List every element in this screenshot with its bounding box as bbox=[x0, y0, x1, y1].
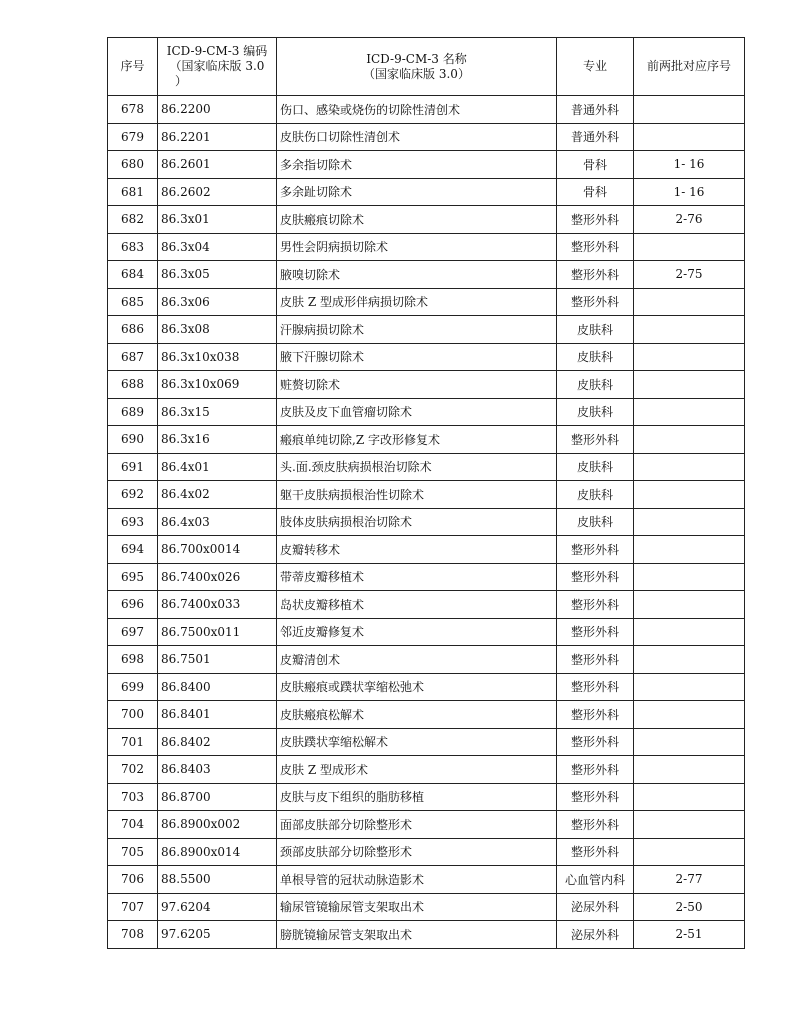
row-name: 汗腺病损切除术 bbox=[277, 316, 557, 344]
row-name: 邻近皮瓣修复术 bbox=[277, 618, 557, 646]
row-specialty: 泌尿外科 bbox=[557, 921, 634, 949]
row-seq: 702 bbox=[108, 756, 158, 784]
row-name: 皮肤瘢痕或蹼状挛缩松弛术 bbox=[277, 673, 557, 701]
row-name: 瘢痕单纯切除,Z 字改形修复术 bbox=[277, 426, 557, 454]
row-seq: 707 bbox=[108, 893, 158, 921]
row-name: 皮瓣清创术 bbox=[277, 646, 557, 674]
row-name: 带蒂皮瓣移植术 bbox=[277, 563, 557, 591]
row-seq: 681 bbox=[108, 178, 158, 206]
table-row bbox=[108, 178, 745, 206]
row-prev bbox=[634, 728, 745, 756]
row-code: 86.3x05 bbox=[158, 261, 277, 289]
row-seq: 691 bbox=[108, 453, 158, 481]
row-seq: 700 bbox=[108, 701, 158, 729]
table-row bbox=[108, 563, 745, 591]
row-name: 膀胱镜输尿管支架取出术 bbox=[277, 921, 557, 949]
table-row bbox=[108, 811, 745, 839]
row-code: 86.3x08 bbox=[158, 316, 277, 344]
table-row bbox=[108, 96, 745, 124]
row-prev bbox=[634, 481, 745, 509]
row-name: 腋下汗腺切除术 bbox=[277, 343, 557, 371]
row-specialty: 皮肤科 bbox=[557, 508, 634, 536]
row-name: 皮肤 Z 型成形术 bbox=[277, 756, 557, 784]
row-code: 86.2201 bbox=[158, 123, 277, 151]
row-specialty: 骨科 bbox=[557, 178, 634, 206]
row-prev bbox=[634, 233, 745, 261]
row-code: 86.3x10x069 bbox=[158, 371, 277, 399]
row-name: 输尿管镜输尿管支架取出术 bbox=[277, 893, 557, 921]
row-code: 86.3x15 bbox=[158, 398, 277, 426]
row-code: 86.8403 bbox=[158, 756, 277, 784]
row-prev bbox=[634, 96, 745, 124]
row-seq: 683 bbox=[108, 233, 158, 261]
header-code-line3: ） bbox=[175, 74, 188, 88]
table-header-row bbox=[108, 38, 745, 96]
row-prev: 2-50 bbox=[634, 893, 745, 921]
row-name: 单根导管的冠状动脉造影术 bbox=[277, 866, 557, 894]
row-seq: 708 bbox=[108, 921, 158, 949]
table-row bbox=[108, 618, 745, 646]
row-seq: 692 bbox=[108, 481, 158, 509]
row-prev bbox=[634, 123, 745, 151]
row-code: 86.8900x014 bbox=[158, 838, 277, 866]
row-code: 86.2601 bbox=[158, 151, 277, 179]
header-name bbox=[277, 38, 557, 96]
row-specialty: 整形外科 bbox=[557, 838, 634, 866]
row-name: 伤口、感染或烧伤的切除性清创术 bbox=[277, 96, 557, 124]
row-prev: 2-76 bbox=[634, 206, 745, 234]
row-name: 腋嗅切除术 bbox=[277, 261, 557, 289]
row-specialty: 整形外科 bbox=[557, 426, 634, 454]
row-code: 86.3x04 bbox=[158, 233, 277, 261]
row-name: 多余趾切除术 bbox=[277, 178, 557, 206]
table-row bbox=[108, 783, 745, 811]
row-specialty: 整形外科 bbox=[557, 728, 634, 756]
row-specialty: 皮肤科 bbox=[557, 371, 634, 399]
row-name: 皮肤与皮下组织的脂肪移植 bbox=[277, 783, 557, 811]
table-row bbox=[108, 343, 745, 371]
row-specialty: 整形外科 bbox=[557, 673, 634, 701]
row-code: 86.8700 bbox=[158, 783, 277, 811]
row-name: 多余指切除术 bbox=[277, 151, 557, 179]
row-seq: 682 bbox=[108, 206, 158, 234]
row-prev bbox=[634, 288, 745, 316]
row-seq: 695 bbox=[108, 563, 158, 591]
table-row bbox=[108, 866, 745, 894]
header-code-line1: ICD-9-CM-3 编码 bbox=[166, 44, 268, 58]
row-specialty: 整形外科 bbox=[557, 261, 634, 289]
table-row bbox=[108, 508, 745, 536]
table-row bbox=[108, 261, 745, 289]
header-seq: 序号 bbox=[108, 38, 158, 96]
row-name: 躯干皮肤病损根治性切除术 bbox=[277, 481, 557, 509]
row-prev: 2-75 bbox=[634, 261, 745, 289]
row-name: 皮肤伤口切除性清创术 bbox=[277, 123, 557, 151]
procedure-table bbox=[107, 37, 745, 949]
row-code: 97.6204 bbox=[158, 893, 277, 921]
row-seq: 701 bbox=[108, 728, 158, 756]
table-row bbox=[108, 838, 745, 866]
row-seq: 690 bbox=[108, 426, 158, 454]
row-seq: 698 bbox=[108, 646, 158, 674]
row-prev bbox=[634, 811, 745, 839]
table-row bbox=[108, 591, 745, 619]
table-row bbox=[108, 481, 745, 509]
row-seq: 689 bbox=[108, 398, 158, 426]
row-name: 颈部皮肤部分切除整形术 bbox=[277, 838, 557, 866]
row-seq: 679 bbox=[108, 123, 158, 151]
table-row bbox=[108, 151, 745, 179]
table-row bbox=[108, 893, 745, 921]
row-code: 86.2200 bbox=[158, 96, 277, 124]
row-specialty: 整形外科 bbox=[557, 536, 634, 564]
row-code: 86.4x01 bbox=[158, 453, 277, 481]
row-code: 86.3x06 bbox=[158, 288, 277, 316]
row-prev bbox=[634, 673, 745, 701]
header-code-line2: （国家临床版 3.0 bbox=[169, 59, 265, 73]
row-seq: 685 bbox=[108, 288, 158, 316]
row-seq: 697 bbox=[108, 618, 158, 646]
table-row bbox=[108, 288, 745, 316]
row-specialty: 整形外科 bbox=[557, 591, 634, 619]
table-row bbox=[108, 123, 745, 151]
row-seq: 687 bbox=[108, 343, 158, 371]
row-prev bbox=[634, 646, 745, 674]
table-row bbox=[108, 701, 745, 729]
row-seq: 706 bbox=[108, 866, 158, 894]
row-name: 面部皮肤部分切除整形术 bbox=[277, 811, 557, 839]
row-specialty: 整形外科 bbox=[557, 563, 634, 591]
row-prev bbox=[634, 838, 745, 866]
row-seq: 686 bbox=[108, 316, 158, 344]
row-seq: 705 bbox=[108, 838, 158, 866]
row-name: 皮肤及皮下血管瘤切除术 bbox=[277, 398, 557, 426]
row-specialty: 皮肤科 bbox=[557, 343, 634, 371]
row-code: 86.3x10x038 bbox=[158, 343, 277, 371]
table-row bbox=[108, 756, 745, 784]
row-specialty: 皮肤科 bbox=[557, 453, 634, 481]
row-prev: 1- 16 bbox=[634, 178, 745, 206]
row-code: 86.7500x011 bbox=[158, 618, 277, 646]
table-row bbox=[108, 921, 745, 949]
row-seq: 688 bbox=[108, 371, 158, 399]
table-row bbox=[108, 453, 745, 481]
row-specialty: 整形外科 bbox=[557, 288, 634, 316]
row-prev: 2-51 bbox=[634, 921, 745, 949]
row-specialty: 皮肤科 bbox=[557, 316, 634, 344]
row-specialty: 泌尿外科 bbox=[557, 893, 634, 921]
table-row bbox=[108, 206, 745, 234]
row-specialty: 整形外科 bbox=[557, 233, 634, 261]
table-row bbox=[108, 426, 745, 454]
row-code: 86.7400x033 bbox=[158, 591, 277, 619]
row-seq: 684 bbox=[108, 261, 158, 289]
row-specialty: 皮肤科 bbox=[557, 481, 634, 509]
row-seq: 678 bbox=[108, 96, 158, 124]
row-code: 86.7400x026 bbox=[158, 563, 277, 591]
row-prev bbox=[634, 591, 745, 619]
row-prev bbox=[634, 756, 745, 784]
row-code: 86.4x02 bbox=[158, 481, 277, 509]
row-specialty: 整形外科 bbox=[557, 811, 634, 839]
row-prev bbox=[634, 701, 745, 729]
row-prev bbox=[634, 453, 745, 481]
row-specialty: 骨科 bbox=[557, 151, 634, 179]
row-name: 男性会阴病损切除术 bbox=[277, 233, 557, 261]
row-prev bbox=[634, 371, 745, 399]
row-code: 86.8402 bbox=[158, 728, 277, 756]
table-row bbox=[108, 316, 745, 344]
row-prev: 2-77 bbox=[634, 866, 745, 894]
row-code: 86.3x01 bbox=[158, 206, 277, 234]
row-code: 86.4x03 bbox=[158, 508, 277, 536]
row-specialty: 整形外科 bbox=[557, 206, 634, 234]
row-seq: 704 bbox=[108, 811, 158, 839]
row-name: 赃赘切除术 bbox=[277, 371, 557, 399]
row-prev bbox=[634, 783, 745, 811]
row-specialty: 心血管内科 bbox=[557, 866, 634, 894]
row-code: 97.6205 bbox=[158, 921, 277, 949]
row-specialty: 整形外科 bbox=[557, 618, 634, 646]
row-code: 86.8401 bbox=[158, 701, 277, 729]
row-seq: 693 bbox=[108, 508, 158, 536]
row-name: 皮肤瘢痕切除术 bbox=[277, 206, 557, 234]
row-code: 86.8400 bbox=[158, 673, 277, 701]
row-code: 88.5500 bbox=[158, 866, 277, 894]
row-code: 86.3x16 bbox=[158, 426, 277, 454]
row-specialty: 整形外科 bbox=[557, 701, 634, 729]
row-name: 皮肤蹼状挛缩松解术 bbox=[277, 728, 557, 756]
table-row bbox=[108, 728, 745, 756]
row-code: 86.700x0014 bbox=[158, 536, 277, 564]
row-prev bbox=[634, 398, 745, 426]
row-prev bbox=[634, 316, 745, 344]
row-prev: 1- 16 bbox=[634, 151, 745, 179]
table-row bbox=[108, 233, 745, 261]
row-seq: 680 bbox=[108, 151, 158, 179]
row-specialty: 整形外科 bbox=[557, 756, 634, 784]
row-code: 86.7501 bbox=[158, 646, 277, 674]
row-seq: 694 bbox=[108, 536, 158, 564]
row-name: 肢体皮肤病损根治切除术 bbox=[277, 508, 557, 536]
row-prev bbox=[634, 618, 745, 646]
header-name-line2: （国家临床版 3.0） bbox=[363, 66, 470, 81]
row-name: 岛状皮瓣移植术 bbox=[277, 591, 557, 619]
row-specialty: 整形外科 bbox=[557, 646, 634, 674]
table-row bbox=[108, 673, 745, 701]
header-prev: 前两批对应序号 bbox=[634, 38, 745, 96]
table-row bbox=[108, 398, 745, 426]
row-code: 86.8900x002 bbox=[158, 811, 277, 839]
row-code: 86.2602 bbox=[158, 178, 277, 206]
row-name: 皮肤 Z 型成形伴病损切除术 bbox=[277, 288, 557, 316]
table-row bbox=[108, 646, 745, 674]
row-name: 皮瓣转移术 bbox=[277, 536, 557, 564]
table-row bbox=[108, 371, 745, 399]
row-prev bbox=[634, 563, 745, 591]
row-name: 皮肤瘢痕松解术 bbox=[277, 701, 557, 729]
table-row bbox=[108, 536, 745, 564]
row-specialty: 整形外科 bbox=[557, 783, 634, 811]
row-specialty: 皮肤科 bbox=[557, 398, 634, 426]
row-prev bbox=[634, 536, 745, 564]
row-specialty: 普通外科 bbox=[557, 123, 634, 151]
row-seq: 699 bbox=[108, 673, 158, 701]
row-prev bbox=[634, 343, 745, 371]
row-name: 头.面.颈皮肤病损根治切除术 bbox=[277, 453, 557, 481]
header-specialty: 专业 bbox=[557, 38, 634, 96]
row-specialty: 普通外科 bbox=[557, 96, 634, 124]
header-name-line1: ICD-9-CM-3 名称 bbox=[366, 51, 467, 66]
header-code bbox=[158, 38, 277, 96]
row-seq: 696 bbox=[108, 591, 158, 619]
row-prev bbox=[634, 508, 745, 536]
row-prev bbox=[634, 426, 745, 454]
row-seq: 703 bbox=[108, 783, 158, 811]
